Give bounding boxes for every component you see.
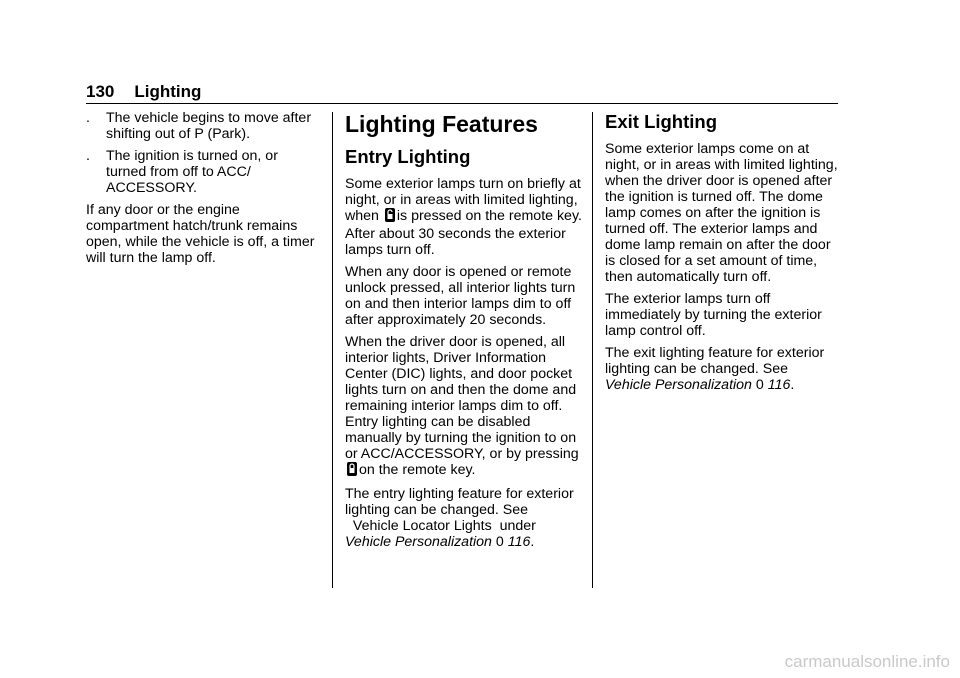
- column-divider: [592, 112, 593, 588]
- column-divider: [332, 112, 333, 588]
- paragraph: Some exterior lamps turn on briefly at night, or in areas with limited lighting, when is pressed on the remote key. After about 30 seconds the exterior lamps turn off.: [345, 176, 582, 258]
- page-number: 130: [86, 82, 115, 101]
- bullet-item: . The ignition is turned on, or turned from off to ACC/ ACCESSORY.: [86, 148, 278, 196]
- paragraph: When any door is opened or remote unlock pressed, all interior lights turn on and then interior lamps dim to off after approximately 20 seconds.: [345, 264, 576, 328]
- cross-reference-link[interactable]: Vehicle Personalization: [605, 377, 752, 393]
- bullet-item: . The vehicle begins to move after shifting out of P (Park).: [86, 110, 312, 142]
- section-title: Lighting: [134, 82, 202, 101]
- page-ref[interactable]: 116: [507, 534, 531, 550]
- paragraph: The exit lighting feature for exterior lighting can be changed. See Vehicle Personalization 0 116.: [605, 345, 825, 393]
- header-rule: [86, 103, 838, 104]
- watermark: carmanualsonline.info: [784, 652, 950, 671]
- paragraph: Some exterior lamps come on at night, or in areas with limited lighting, when the driver door is opened after the ignition is turned off. The dome lamp comes on after the ignition is turned off. The exterior lamps and dome lamp remain on after the door is closed for a set amount of time, then automatically turn off.: [605, 141, 838, 285]
- page-header: [86, 82, 201, 102]
- section-heading: Lighting Features: [345, 111, 538, 137]
- paragraph: When the driver door is opened, all interior lights, Driver Information Center (DIC) lights, and door pocket lights turn on and then the dome and remaining interior lamps dim to off. Entry lighting can be disabled manually by turning the ignition to on or ACC/ACCESSORY, or by pressing on the remote key.: [345, 334, 579, 478]
- page-ref[interactable]: 116: [767, 377, 791, 393]
- paragraph: The exterior lamps turn off immediately by turning the exterior lamp control off.: [605, 291, 822, 339]
- page-ref-icon: 0: [755, 377, 764, 393]
- unlock-key-icon: [385, 208, 395, 226]
- lock-key-icon: [347, 462, 357, 480]
- section-heading: Exit Lighting: [605, 111, 718, 132]
- paragraph: The entry lighting feature for exterior lighting can be changed. See Vehicle Locator Lights under Vehicle Personalization 0 116.: [345, 486, 574, 550]
- column-1: [86, 110, 322, 272]
- cross-reference-link[interactable]: Vehicle Personalization: [345, 534, 492, 550]
- paragraph: If any door or the engine compartment hatch/trunk remains open, while the vehicle is off, a timer will turn the lamp off.: [86, 202, 315, 266]
- column-2: [345, 110, 583, 556]
- subsection-heading: Entry Lighting: [345, 146, 471, 167]
- page-ref-icon: 0: [495, 534, 504, 550]
- column-3: [605, 110, 841, 399]
